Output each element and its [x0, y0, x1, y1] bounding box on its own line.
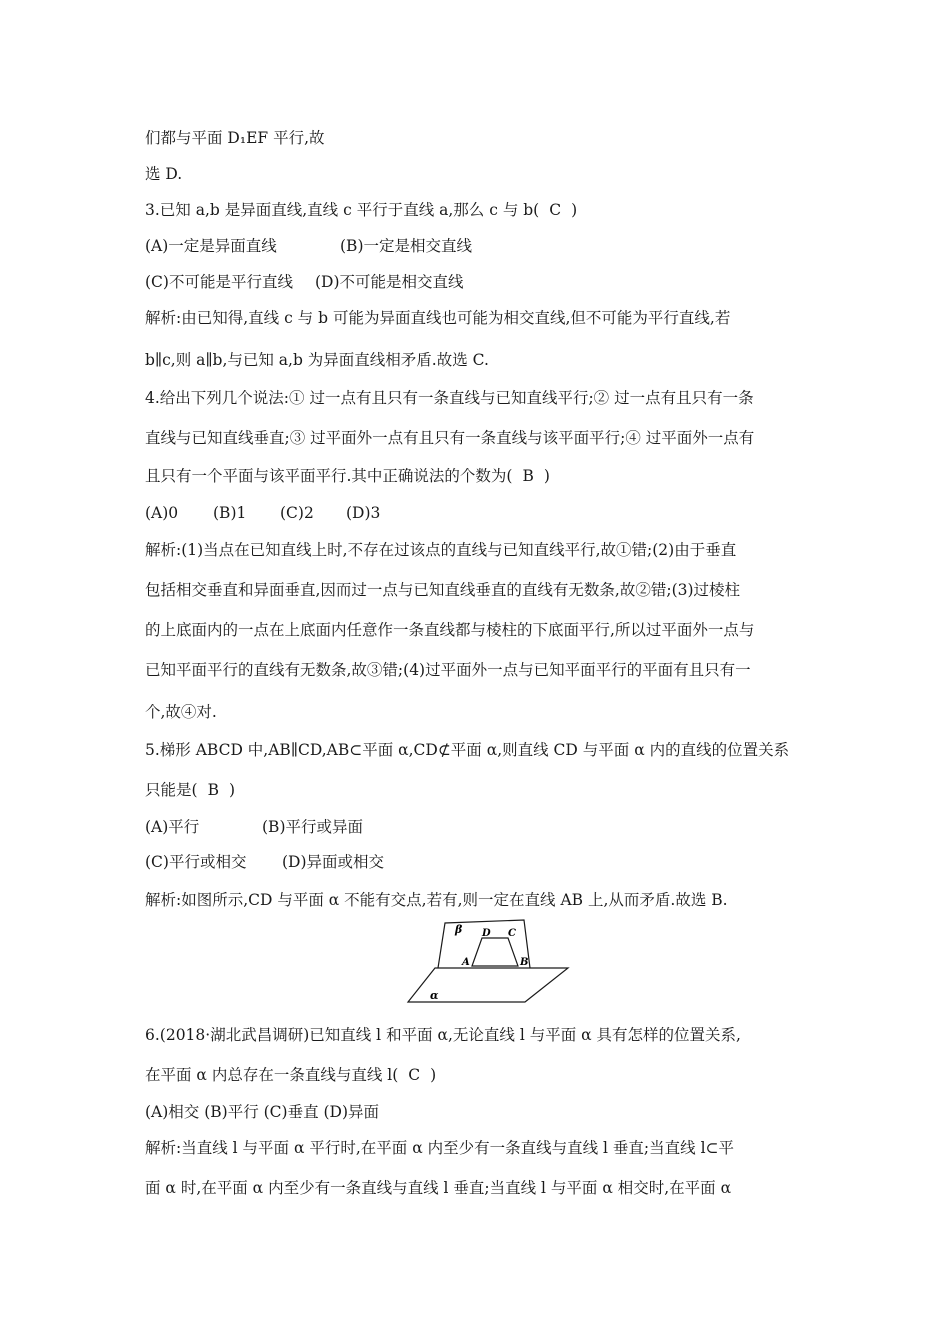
solution-line: 的上底面内的一点在上底面内任意作一条直线都与棱柱的下底面平行,所以过平面外一点与 — [145, 621, 755, 639]
option-a: (A)平行 — [145, 818, 200, 836]
question-4-stem — [145, 466, 550, 486]
trapezoid-planes-figure — [400, 918, 570, 1008]
text-line: 们都与平面 D₁EF 平行,故 — [145, 129, 325, 147]
paren-close: ) — [430, 1066, 437, 1084]
options-line: (A)相交 (B)平行 (C)垂直 (D)异面 — [145, 1103, 380, 1121]
label-beta: β — [455, 923, 463, 936]
question-text: 3.已知 a,b 是异面直线,直线 c 平行于直线 a,那么 c 与 b( — [145, 201, 540, 219]
solution-line: 个,故④对. — [145, 703, 217, 721]
option-b: (B)平行或异面 — [262, 818, 363, 836]
option-c: (C)平行或相交 — [145, 853, 247, 871]
paren-close: ) — [571, 201, 578, 219]
question-6-stem — [145, 1065, 436, 1085]
paren-close: ) — [543, 467, 550, 485]
label-a: A — [462, 957, 470, 968]
option-a: (A)0 — [145, 504, 179, 522]
solution-line: 解析:如图所示,CD 与平面 α 不能有交点,若有,则一定在直线 AB 上,从而矛盾.故选 B. — [145, 891, 728, 909]
option-d: (D)不可能是相交直线 — [315, 273, 464, 291]
text-line: 选 D. — [145, 165, 183, 183]
solution-line: 解析:由已知得,直线 c 与 b 可能为异面直线也可能为相交直线,但不可能为平行直线,若 — [145, 309, 731, 327]
label-c: C — [508, 928, 516, 939]
answer-mark: C — [549, 201, 562, 219]
option-d: (D)3 — [346, 504, 381, 522]
option-c: (C)不可能是平行直线 — [145, 273, 293, 291]
label-b: B — [520, 957, 529, 968]
option-b: (B)一定是相交直线 — [340, 237, 472, 255]
solution-line: 面 α 时,在平面 α 内至少有一条直线与直线 l 垂直;当直线 l 与平面 α 相交时,在平面 α — [145, 1179, 732, 1197]
answer-mark: C — [408, 1066, 421, 1084]
answer-mark: B — [207, 781, 219, 799]
question-3-stem — [145, 200, 577, 220]
solution-line: b∥c,则 a∥b,与已知 a,b 为异面直线相矛盾.故选 C. — [145, 351, 489, 369]
question-5-stem: 5.梯形 ABCD 中,AB∥CD,AB⊂平面 α,CD⊄平面 α,则直线 CD 与平面 α 内的直线的位置关系 — [145, 741, 790, 759]
solution-line: 包括相交垂直和异面垂直,因而过一点与已知直线垂直的直线有无数条,故②错;(3)过棱柱 — [145, 581, 741, 599]
option-d: (D)异面或相交 — [282, 853, 385, 871]
question-4-stem: 4.给出下列几个说法:① 过一点有且只有一条直线与已知直线平行;② 过一点有且只有一条 — [145, 389, 754, 407]
label-alpha: α — [430, 989, 439, 1002]
solution-line: 解析:当直线 l 与平面 α 平行时,在平面 α 内至少有一条直线与直线 l 垂直;当直线 l⊂平 — [145, 1139, 735, 1157]
question-6-stem: 6.(2018·湖北武昌调研)已知直线 l 和平面 α,无论直线 l 与平面 α 具有怎样的位置关系, — [145, 1026, 741, 1044]
question-4-stem: 直线与已知直线垂直;③ 过平面外一点有且只有一条直线与该平面平行;④ 过平面外一点有 — [145, 429, 755, 447]
answer-mark: B — [522, 467, 534, 485]
option-b: (B)1 — [213, 504, 247, 522]
question-text: 只能是( — [145, 781, 198, 799]
label-d: D — [482, 928, 491, 939]
question-5-stem — [145, 780, 235, 800]
question-text: 且只有一个平面与该平面平行.其中正确说法的个数为( — [145, 467, 513, 485]
solution-line: 解析:(1)当点在已知直线上时,不存在过该点的直线与已知直线平行,故①错;(2)由于垂直 — [145, 541, 737, 559]
option-a: (A)一定是异面直线 — [145, 237, 277, 255]
paren-close: ) — [228, 781, 236, 799]
solution-line: 已知平面平行的直线有无数条,故③错;(4)过平面外一点与已知平面平行的平面有且只有一 — [145, 661, 751, 679]
question-text: 在平面 α 内总存在一条直线与直线 l( — [145, 1066, 399, 1084]
trapezoid-abcd — [472, 938, 518, 966]
option-c: (C)2 — [280, 504, 314, 522]
